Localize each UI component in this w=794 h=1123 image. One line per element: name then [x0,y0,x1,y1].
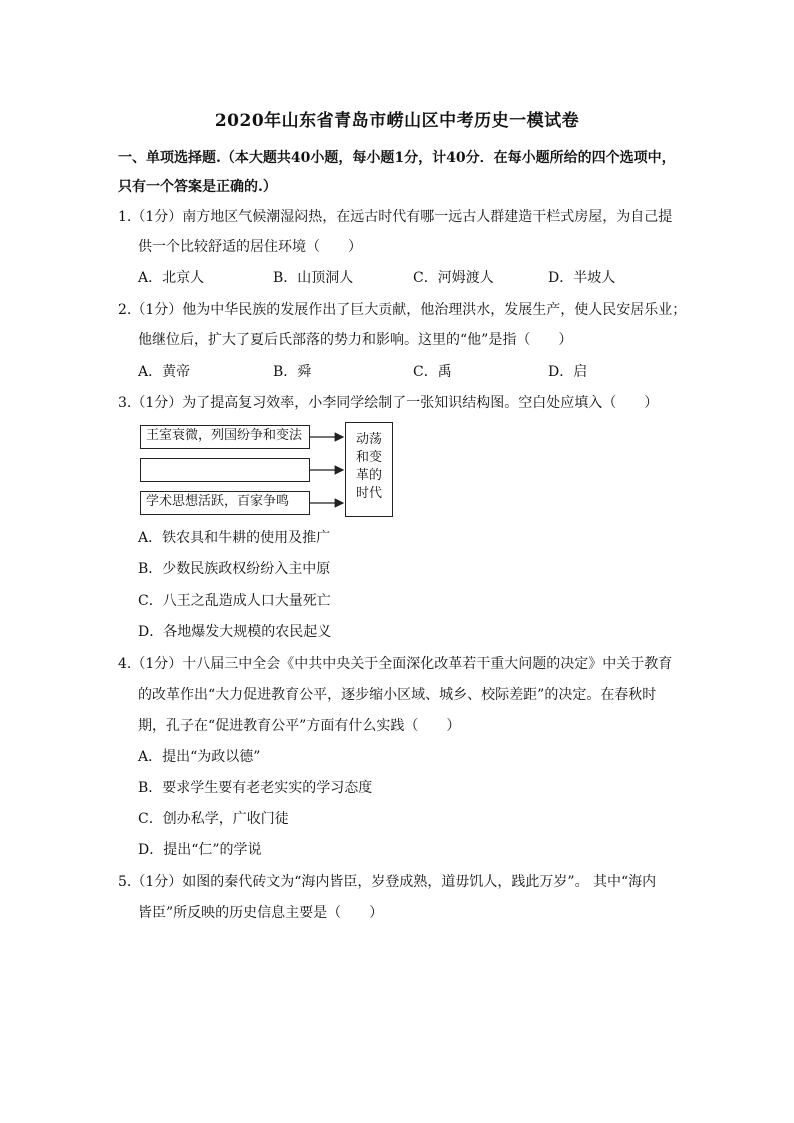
diagram-target-line2: 和变 [355,450,382,465]
question-5-line2: 皆臣”所反映的历史信息主要是（ ） [138,905,384,921]
question-1-line1: 1.（1分）南方地区气候潮湿闷热，在远古时代有哪一远古人群建造干栏式房屋，为自己提 [118,209,673,225]
section-heading-line2: 只有一个答案是正确的.） [118,179,277,195]
question-5-line1: 5.（1分）如图的秦代砖文为“海内皆臣，岁登成熟，道毋饥人，践此万岁”。 其中“海内 [118,874,657,890]
question-4-line2: 的改革作出“大力促进教育公平，逐步缩小区域、城乡、校际差距”的决定。在春秋时 [138,687,657,703]
diagram-target-line4: 时代 [355,486,382,501]
question-3-option-d[interactable]: D．各地爆发大规模的农民起义 [138,624,332,640]
diagram-box-1: 王室衰微，列国纷争和变法 [140,425,310,449]
question-1-line2: 供一个比较舒适的居住环境（ ） [138,239,362,255]
question-3-line1: 3.（1分）为了提高复习效率，小李同学绘制了一张知识结构图。空白处应填入（ ） [118,395,659,411]
question-2-line1: 2.（1分）他为中华民族的发展作出了巨大贡献，他治理洪水，发展生产，使人民安居乐业； [118,302,687,318]
question-4-line3: 期，孔子在“促进教育公平”方面有什么实践（ ） [138,718,461,734]
question-3-option-c[interactable]: C．八王之乱造成人口大量死亡 [138,593,331,609]
question-2-option-a[interactable]: A．黄帝 [138,364,191,380]
question-1-option-b[interactable]: B．山顶洞人 [273,270,354,286]
question-1-option-a[interactable]: A．北京人 [138,270,205,286]
question-3-option-b[interactable]: B．少数民族政权纷纷入主中原 [138,561,331,577]
exam-title: 2020年山东省青岛市崂山区中考历史一模试卷 [214,111,580,131]
question-1-option-d[interactable]: D．半坡人 [548,270,616,286]
question-1-option-c[interactable]: C．河姆渡人 [413,270,494,286]
diagram-target-line3: 革的 [355,468,382,483]
diagram-target-line1: 动荡 [355,432,382,447]
question-2-option-c[interactable]: C．禹 [413,364,452,380]
question-4-option-b[interactable]: B．要求学生要有老老实实的学习态度 [138,780,373,796]
question-4-line1: 4.（1分）十八届三中全会《中共中央关于全面深化改革若干重大问题的决定》中关于教育 [118,656,673,672]
section-heading-line1: 一、单项选择题.（本大题共40小题，每小题1分，计40分．在每小题所给的四个选项中， [118,150,676,166]
question-4-option-a[interactable]: A．提出“为政以德” [138,749,261,765]
question-3-option-a[interactable]: A．铁农具和牛耕的使用及推广 [138,530,331,546]
question-4-option-c[interactable]: C．创办私学，广收门徒 [138,811,289,827]
question-2-option-d[interactable]: D．启 [548,364,588,380]
question-4-option-d[interactable]: D．提出“仁”的学说 [138,842,262,858]
question-2-line2: 他继位后，扩大了夏后氏部落的势力和影响。这里的“他”是指（ ） [138,332,573,348]
question-2-option-b[interactable]: B．舜 [273,364,312,380]
diagram-box-3: 学术思想活跃，百家争鸣 [140,491,310,515]
